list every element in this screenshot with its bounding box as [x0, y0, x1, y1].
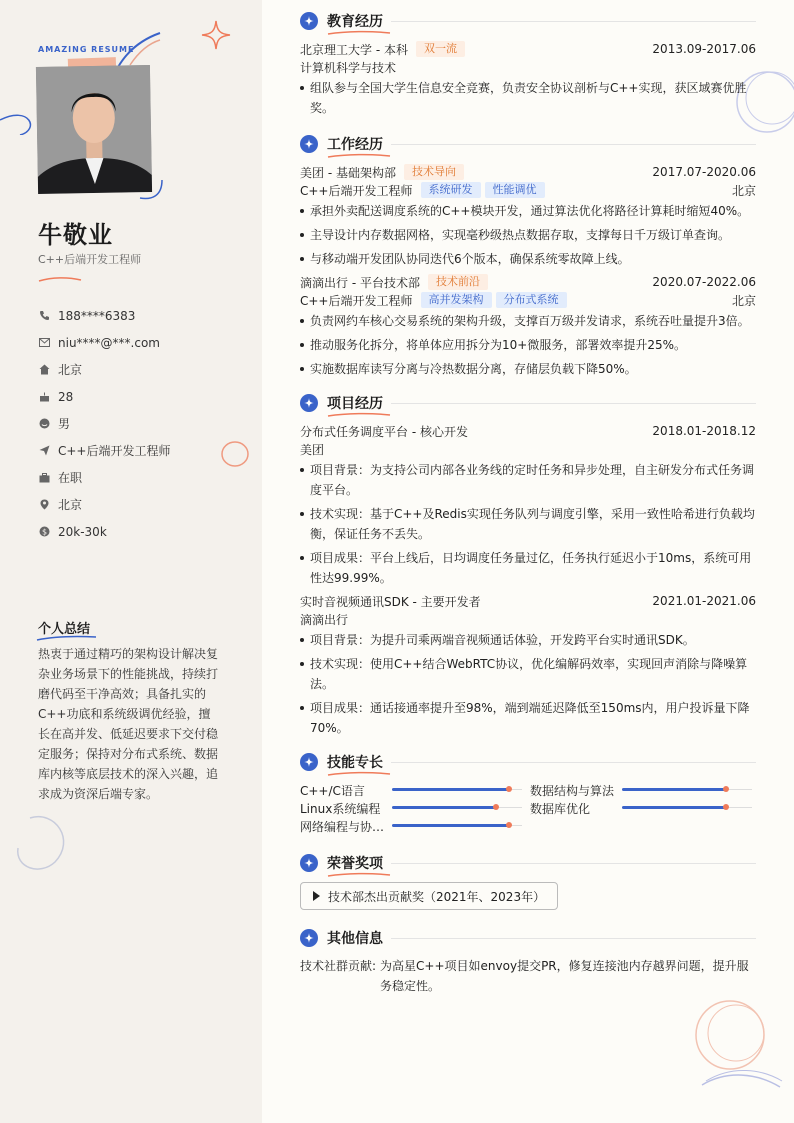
job-role: C++后端开发工程师: [300, 183, 413, 198]
age-text: 28: [58, 389, 74, 404]
section-rule: [391, 21, 756, 22]
project-bullet: 项目背景：为提升司乘两端音视频通话体验，开发跨平台实时通讯SDK。: [300, 630, 756, 650]
smile-icon: [38, 418, 50, 430]
skill-name: 数据库优化: [530, 801, 591, 816]
project-row: [300, 592, 756, 610]
summary-text: 热衷于通过精巧的架构设计解决复杂业务场景下的性能挑战，持续打磨代码至干净高效；具备扎实的C++功底和系统级调优经验，擅长在高并发、低延迟要求下交付稳定服务；保持对分布式系统、数据库内核等底层技术的深入兴趣，追求成为资深后端专家。: [38, 647, 219, 801]
svg-text:$: $: [41, 527, 47, 537]
decorative-ring-icon: [10, 810, 72, 876]
play-triangle-icon: [313, 891, 320, 901]
status-text: 在职: [58, 471, 83, 485]
summary-title: 个人总结: [38, 622, 91, 637]
job-city: 北京: [731, 183, 756, 198]
gender-text: 男: [58, 417, 71, 431]
role-tag: 高并发架构: [421, 292, 492, 308]
skills-section: [300, 751, 756, 835]
skills-grid: [300, 781, 756, 835]
skill-dot: [506, 822, 512, 828]
skill-dot: [493, 804, 499, 810]
work-title: 工作经历: [327, 137, 383, 153]
info-age: [38, 383, 171, 410]
sparkle-icon: [300, 135, 318, 153]
other-row: [300, 956, 756, 996]
job-bullet: 主导设计内存数据网格，实现毫秒级热点数据存取，支撑每日千万级订单查询。: [300, 225, 756, 245]
skill-item: [300, 799, 530, 817]
skills-header: [300, 751, 756, 773]
projects-header: [300, 392, 756, 414]
education-section: [300, 10, 756, 118]
project-name: 分布式任务调度平台 - 核心开发: [300, 424, 468, 439]
skill-item: [530, 781, 756, 799]
skill-level-bar: [622, 786, 752, 794]
project-bullet: 项目成果：通话接通率提升至98%，端到端延迟降低至150ms内，用户投诉量下降70%。: [300, 698, 756, 738]
job-bullet: 与移动端开发团队协同迭代6个版本，确保系统零故障上线。: [300, 249, 756, 269]
contact-info-list: [38, 302, 171, 545]
skill-dot: [723, 786, 729, 792]
honors-title: 荣誉奖项: [327, 856, 383, 872]
major-row: [300, 58, 756, 76]
send-icon: [38, 445, 50, 457]
skill-dot: [723, 804, 729, 810]
education-date: 2013.09-2017.06: [652, 42, 756, 56]
project-bullet: 技术实现：基于C++及Redis实现任务队列与调度引擎，采用一致性哈希进行负载均衡，保证任务不丢失。: [300, 504, 756, 544]
job-tag: 技术前沿: [428, 274, 488, 290]
target-job-text: C++后端开发工程师: [58, 444, 171, 458]
skill-item: [300, 781, 530, 799]
job-bullet: 实施数据库读写分离与冷热数据分离，存储层负载下降50%。: [300, 359, 756, 379]
other-header: [300, 927, 756, 949]
job-role-row: [300, 181, 756, 199]
decorative-rings-bottom-icon: [682, 995, 794, 1105]
skill-level-bar: [392, 786, 522, 794]
project-org-row: [300, 610, 756, 628]
projects-section: [300, 392, 756, 738]
title-underline: [327, 153, 391, 159]
job-date: 2017.07-2020.06: [652, 165, 756, 179]
sparkle-icon: [300, 929, 318, 947]
work-header: [300, 133, 756, 155]
education-bullet: 组队参与全国大学生信息安全竞赛，负责安全协议剖析与C++实现，获区域赛优胜奖。: [300, 78, 756, 118]
briefcase-icon: [38, 472, 50, 484]
honors-section: [300, 852, 756, 910]
skill-fill: [622, 788, 726, 791]
sparkle-icon: [300, 854, 318, 872]
skill-level-bar: [392, 804, 522, 812]
title-underline: [327, 872, 391, 878]
project-date: 2018.01-2018.12: [652, 424, 756, 438]
section-rule: [391, 938, 756, 939]
location-pin-icon: [38, 499, 50, 511]
project-org-row: [300, 440, 756, 458]
section-rule: [391, 762, 756, 763]
role-tag: 分布式系统: [496, 292, 567, 308]
home-text: 北京: [58, 363, 83, 377]
skill-item: [300, 817, 530, 835]
job-company: 滴滴出行 - 平台技术部: [300, 275, 420, 290]
role-tag: 系统研发: [421, 182, 481, 198]
job-date: 2020.07-2022.06: [652, 275, 756, 289]
info-home: [38, 356, 171, 383]
project-name: 实时音视频通讯SDK - 主要开发者: [300, 594, 481, 609]
decorative-curve-icon: [138, 178, 168, 202]
project-bullet: 项目背景：为支持公司内部各业务线的定时任务和异步处理，自主研发分布式任务调度平台。: [300, 460, 756, 500]
dollar-icon: [38, 526, 50, 538]
title-underline: [327, 771, 391, 777]
skill-level-bar: [622, 804, 752, 812]
other-label: 技术社群贡献:: [300, 959, 377, 973]
summary-underline: [36, 634, 98, 642]
skill-item: [530, 799, 756, 817]
skill-fill: [392, 806, 496, 809]
amazing-resume-label: AMAZING RESUME: [38, 45, 135, 54]
skill-name: 数据结构与算法: [530, 783, 615, 798]
info-salary: [38, 518, 171, 545]
home-icon: [38, 364, 50, 376]
other-title: 其他信息: [327, 931, 383, 947]
job-role-row: [300, 291, 756, 309]
info-phone: [38, 302, 171, 329]
award-badge: [300, 882, 558, 910]
job-bullet: 推动服务化拆分，将单体应用拆分为10+微服务，部署效率提升25%。: [300, 335, 756, 355]
city-text: 北京: [58, 498, 83, 512]
other-section: [300, 927, 756, 996]
projects-title: 项目经历: [327, 396, 383, 412]
project-bullet: 项目成果：平台上线后，日均调度任务量过亿，任务执行延迟小于10ms，系统可用性达99.99%。: [300, 548, 756, 588]
sparkle-icon: [300, 753, 318, 771]
title-underline: [327, 30, 391, 36]
decorative-circle-icon: [219, 439, 251, 469]
job-city: 北京: [731, 293, 756, 308]
main-content: [262, 0, 794, 1123]
sparkle-star-icon: [201, 20, 231, 50]
sparkle-icon: [300, 394, 318, 412]
school-tag: 双一流: [416, 41, 465, 57]
avatar: [36, 65, 152, 194]
salary-text: 20k-30k: [58, 524, 107, 539]
info-email: [38, 329, 171, 356]
education-header: [300, 10, 756, 32]
role-tag: 性能调优: [485, 182, 545, 198]
skills-title: 技能专长: [327, 755, 383, 771]
major: 计算机科学与技术: [300, 60, 397, 75]
job-role: C++后端开发工程师: [300, 293, 413, 308]
job-company: 美团 - 基础架构部: [300, 165, 396, 180]
name-underline: [38, 275, 82, 283]
job-row: [300, 163, 756, 181]
section-rule: [391, 144, 756, 145]
project-org: 美团: [300, 442, 325, 457]
skill-fill: [622, 806, 726, 809]
info-status: [38, 464, 171, 491]
job-bullet: 承担外卖配送调度系统的C++模块开发，通过算法优化将路径计算耗时缩短40%。: [300, 201, 756, 221]
education-row: [300, 40, 756, 58]
skill-name: C++/C语言: [300, 783, 365, 798]
other-text: 为高星C++项目如envoy提交PR，修复连接池内存越界问题，提升服务稳定性。: [380, 959, 749, 993]
job-row: [300, 273, 756, 291]
mail-icon: [38, 337, 50, 349]
info-city: [38, 491, 171, 518]
skill-fill: [392, 824, 509, 827]
person-title: C++后端开发工程师: [38, 253, 142, 266]
cake-icon: [38, 391, 50, 403]
sparkle-icon: [300, 12, 318, 30]
project-row: [300, 422, 756, 440]
section-rule: [391, 403, 756, 404]
project-bullet: 技术实现：使用C++结合WebRTC协议，优化编解码效率，实现回声消除与降噪算法。: [300, 654, 756, 694]
job-bullet: 负责网约车核心交易系统的架构升级，支撑百万级并发请求，系统吞吐量提升3倍。: [300, 311, 756, 331]
project-date: 2021.01-2021.06: [652, 594, 756, 608]
award-text: 技术部杰出贡献奖（2021年、2023年）: [328, 889, 546, 904]
title-underline: [327, 412, 391, 418]
award-wrap: [300, 882, 756, 910]
info-target-job: [38, 437, 171, 464]
email-text: niu****@***.com: [58, 335, 160, 350]
education-title: 教育经历: [327, 14, 383, 30]
school-name: 北京理工大学 - 本科: [300, 42, 408, 57]
phone-icon: [38, 310, 50, 322]
honors-header: [300, 852, 756, 874]
job-tag: 技术导向: [404, 164, 464, 180]
skill-fill: [392, 788, 509, 791]
project-org: 滴滴出行: [300, 612, 349, 627]
person-name: 牛敬业: [38, 221, 113, 249]
info-gender: [38, 410, 171, 437]
skill-name: Linux系统编程: [300, 801, 381, 816]
skill-dot: [506, 786, 512, 792]
work-section: [300, 133, 756, 379]
sidebar: [0, 0, 262, 1123]
section-rule: [391, 863, 756, 864]
phone-text: 188****6383: [58, 308, 136, 323]
skill-level-bar: [392, 822, 522, 830]
avatar-silhouette-icon: [36, 65, 152, 194]
skill-name: 网络编程与协…: [300, 819, 385, 834]
